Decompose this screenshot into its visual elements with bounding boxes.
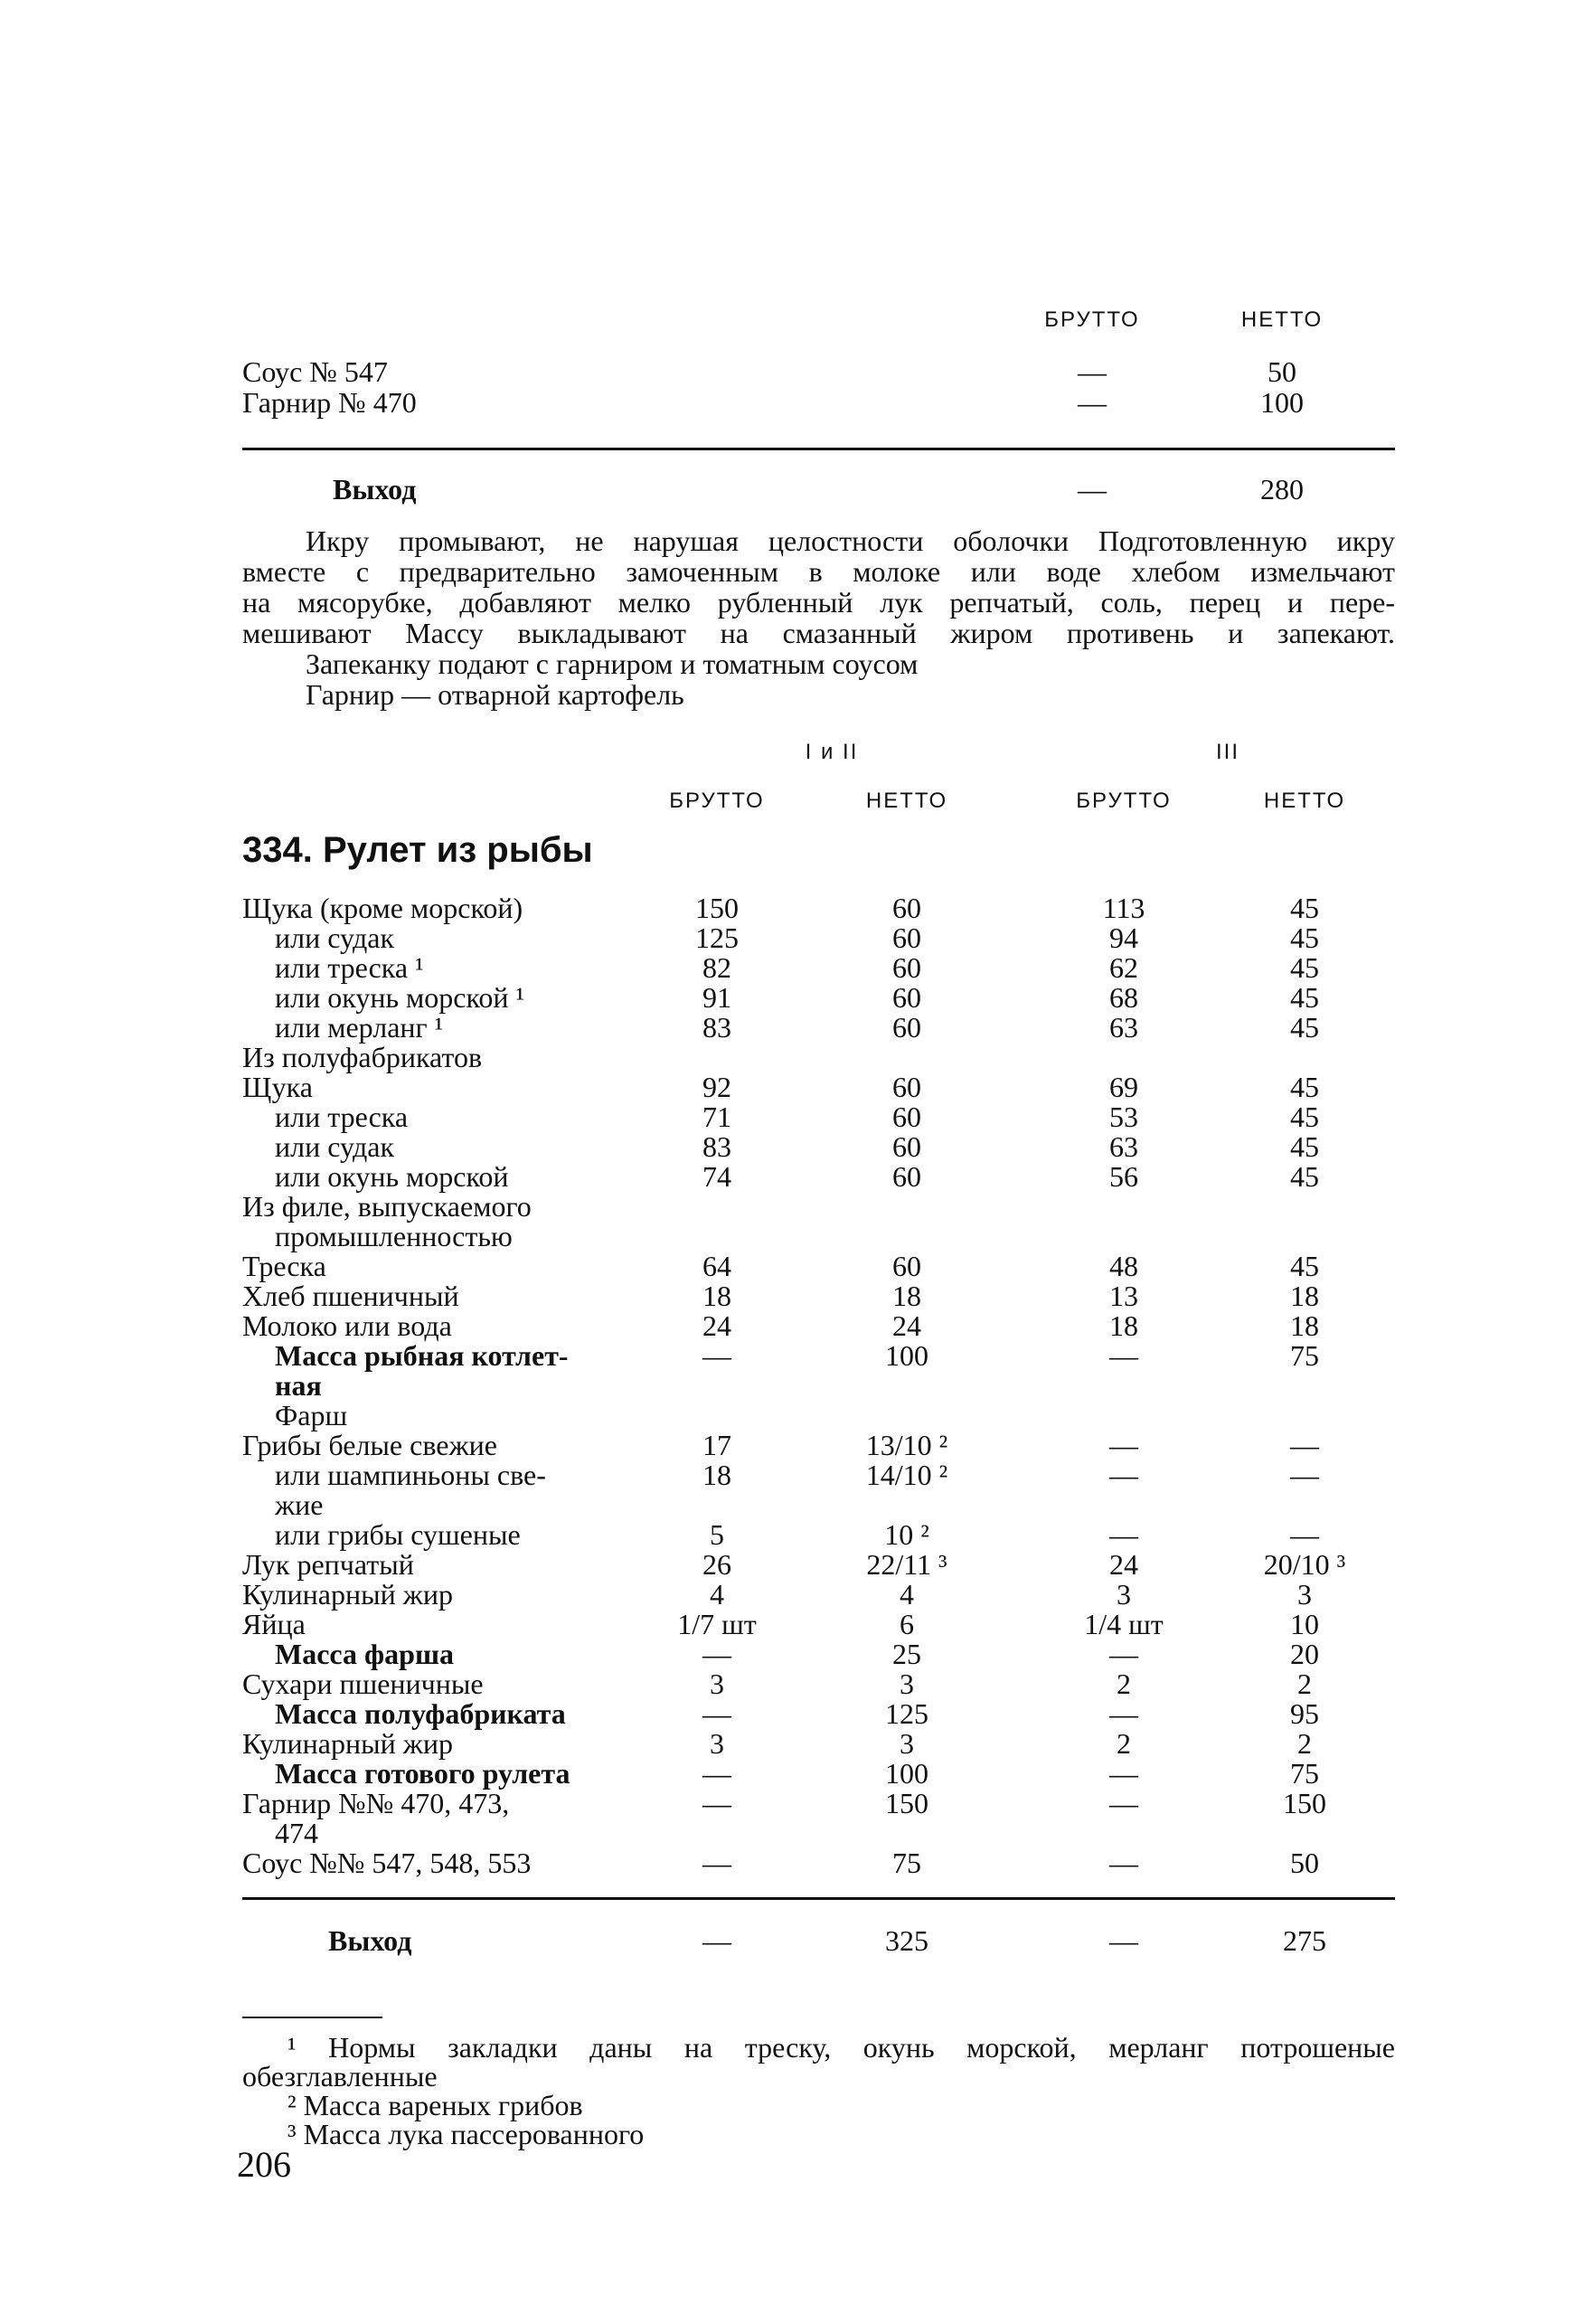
row-value: — (1109, 1847, 1138, 1879)
row-value: 18 (1290, 1309, 1319, 1342)
row-name (242, 1610, 604, 1639)
row-value: — (1109, 1518, 1138, 1551)
table-row (242, 1072, 1400, 1102)
row-value: 2 (1117, 1667, 1131, 1700)
row-name (242, 1580, 604, 1610)
row-value: — (1109, 1638, 1138, 1670)
table-row (242, 1699, 1400, 1729)
row-value: 45 (1290, 1101, 1319, 1133)
row-value: 45 (1290, 1250, 1319, 1282)
footnotes (242, 2033, 1395, 2149)
row-value: 45 (1290, 981, 1319, 1014)
output-value: — (702, 1924, 731, 1957)
table-row (242, 1132, 1400, 1162)
row-name-line: Яйца (242, 1608, 306, 1640)
recipe-output-row (242, 1926, 1400, 1957)
table-row (242, 1759, 1400, 1789)
row-value: 75 (1290, 1339, 1319, 1372)
table-row (242, 1341, 1400, 1401)
row-value: 63 (1109, 1011, 1138, 1044)
row-value: 69 (1109, 1071, 1138, 1103)
top-output-brutto: — (1078, 473, 1107, 505)
top-header-brutto: БРУТТО (1044, 307, 1140, 332)
row-value: 3 (710, 1727, 724, 1760)
row-value: 2 (1297, 1667, 1312, 1700)
row-name (242, 893, 604, 923)
row-value: 63 (1109, 1130, 1138, 1163)
table-row (242, 1848, 1400, 1878)
row-value: 125 (695, 921, 739, 954)
top-header-netto: НЕТТО (1240, 307, 1324, 332)
row-name-line: 474 (275, 1817, 318, 1849)
page-number: 206 (237, 2144, 291, 2185)
row-value: — (1109, 1757, 1138, 1790)
row-value: 45 (1290, 951, 1319, 984)
row-value: 4 (900, 1578, 914, 1611)
row-value: 62 (1109, 951, 1138, 984)
row-value: 4 (710, 1578, 724, 1611)
row-value: 24 (702, 1309, 731, 1342)
row-name (242, 1699, 604, 1729)
row-value: 83 (702, 1130, 731, 1163)
table-row (242, 1729, 1400, 1759)
text-line: вместе с предварительно замоченным в молоке или воде хлебом измельчают (242, 555, 1395, 588)
row-value: 83 (702, 1011, 731, 1044)
row-value: 6 (900, 1608, 914, 1640)
row-name (242, 1072, 604, 1102)
row-name-line: Масса полуфабриката (275, 1697, 566, 1730)
row-name-line: Грибы белые свежие (242, 1429, 497, 1461)
row-name-line: Масса фарша (275, 1638, 454, 1670)
table-row (242, 1431, 1400, 1460)
row-value: — (1109, 1459, 1138, 1491)
table-row (242, 923, 1400, 953)
row-name (242, 953, 604, 983)
top-divider (242, 448, 1395, 450)
row-value: 68 (1109, 981, 1138, 1014)
row-name (242, 1013, 604, 1043)
row-value: — (702, 1847, 731, 1879)
row-name-line: или треска ¹ (275, 951, 424, 984)
row-name (242, 1401, 604, 1431)
row-name (242, 1252, 604, 1281)
row-value: 53 (1109, 1101, 1138, 1133)
row-value: 2 (1117, 1727, 1131, 1760)
header-netto-1: НЕТТО (865, 789, 948, 813)
row-value: — (702, 1638, 731, 1670)
row-value: 60 (892, 1130, 921, 1163)
table-row (242, 1311, 1400, 1341)
table-row (242, 1162, 1400, 1192)
row-value: 60 (892, 1101, 921, 1133)
row-value: 71 (702, 1101, 731, 1133)
header-brutto-1: БРУТТО (669, 789, 765, 813)
table-row (242, 1013, 1400, 1043)
row-value: 3 (900, 1727, 914, 1760)
table-row (242, 1401, 1400, 1431)
table-row (242, 953, 1400, 983)
row-name-line: промышленностью (275, 1220, 513, 1252)
row-value: — (702, 1339, 731, 1372)
row-value: 82 (702, 951, 731, 984)
row-value: — (1109, 1429, 1138, 1461)
row-value: — (702, 1757, 731, 1790)
text-line: мешивают Массу выкладывают на смазанный жиром противень и запекают. (242, 617, 1395, 649)
row-name (242, 1431, 604, 1460)
row-name-line: Из филе, выпускаемого (242, 1190, 532, 1223)
row-name (242, 1848, 604, 1878)
row-value: 92 (702, 1071, 731, 1103)
row-name-line: Гарнир №№ 470, 473, (242, 1787, 510, 1819)
output-value: 275 (1283, 1924, 1326, 1957)
table-row (242, 983, 1400, 1013)
row-value: — (1290, 1518, 1319, 1551)
row-value: 24 (892, 1309, 921, 1342)
row-name-line: жие (275, 1488, 324, 1521)
row-value: — (1290, 1459, 1319, 1491)
row-value: 13 (1109, 1280, 1138, 1312)
footnote-3: ³ Масса лука пассерованного (287, 2118, 645, 2150)
row-value: 60 (892, 981, 921, 1014)
row-value: 45 (1290, 921, 1319, 954)
row-value: 75 (1290, 1757, 1319, 1790)
row-name-line: Лук репчатый (242, 1548, 414, 1581)
row-name-line: Молоко или вода (242, 1309, 452, 1342)
row-value: 150 (695, 892, 739, 924)
row-name-line: Щука (242, 1071, 313, 1103)
row-value: 20/10 ³ (1263, 1548, 1346, 1581)
row-value: 3 (900, 1667, 914, 1700)
recipe-title: 334. Рулет из рыбы (242, 830, 593, 870)
header-brutto-2: БРУТТО (1076, 789, 1172, 813)
row-value: 60 (892, 1250, 921, 1282)
footnote-1-cont: обезглавленные (242, 2060, 438, 2093)
row-value: 125 (885, 1697, 928, 1730)
row-value: 74 (702, 1160, 731, 1193)
row-name (242, 1460, 604, 1520)
output-value: — (1109, 1924, 1138, 1957)
row-value: 10 (1290, 1608, 1319, 1640)
row-name-line: ная (275, 1369, 322, 1402)
row-name (242, 1281, 604, 1311)
row-value: 150 (1283, 1787, 1326, 1819)
row-value: 1/7 шт (677, 1608, 757, 1640)
row-value: 60 (892, 1160, 921, 1193)
row-value: 24 (1109, 1548, 1138, 1581)
row-value: 60 (892, 921, 921, 954)
table-row (242, 1550, 1400, 1580)
row-value: 5 (710, 1518, 724, 1551)
row-value: 22/11 ³ (866, 1548, 947, 1581)
row-value: — (702, 1787, 731, 1819)
row-name (242, 1550, 604, 1580)
row-value: 2 (1297, 1727, 1312, 1760)
footnote-rule (242, 2017, 382, 2018)
row-value: 18 (1290, 1280, 1319, 1312)
row-value: 150 (885, 1787, 928, 1819)
top-row-name: Соус № 547 (242, 355, 388, 388)
row-value: 45 (1290, 1071, 1319, 1103)
row-name (242, 1192, 604, 1252)
row-value: 60 (892, 1011, 921, 1044)
row-value: 50 (1290, 1847, 1319, 1879)
text-line: Запеканку подают с гарниром и томатным соусом (306, 647, 919, 680)
table-row (242, 1669, 1400, 1699)
row-name (242, 1669, 604, 1699)
row-name (242, 983, 604, 1013)
row-name-line: Масса рыбная котлет- (275, 1339, 569, 1372)
row-value: 18 (1109, 1309, 1138, 1342)
row-name-line: Хлеб пшеничный (242, 1280, 459, 1312)
row-value: 3 (710, 1667, 724, 1700)
row-value: 25 (892, 1638, 921, 1670)
row-name-line: или судак (275, 921, 395, 954)
row-name (242, 923, 604, 953)
table-row (242, 1102, 1400, 1132)
row-value: 113 (1102, 892, 1145, 924)
row-value: 20 (1290, 1638, 1319, 1670)
row-name-line: Соус №№ 547, 548, 553 (242, 1847, 532, 1879)
row-name-line: Из полуфабрикатов (242, 1041, 483, 1073)
row-name (242, 1102, 604, 1132)
row-value: 1/4 шт (1084, 1608, 1164, 1640)
table-row (242, 1043, 1400, 1072)
row-value: 3 (1117, 1578, 1131, 1611)
table-row (242, 1639, 1400, 1669)
row-value: 48 (1109, 1250, 1138, 1282)
row-value: 100 (885, 1757, 928, 1790)
row-value: 3 (1297, 1578, 1312, 1611)
group-header-3: III (1215, 740, 1239, 764)
row-name-line: Треска (242, 1250, 326, 1282)
row-name-line: Сухари пшеничные (242, 1667, 484, 1700)
top-output-name: Выход (333, 473, 417, 505)
group-header-1-2: I и II (805, 740, 859, 764)
row-value: 13/10 ² (865, 1429, 948, 1461)
row-value: 45 (1290, 1130, 1319, 1163)
row-name-line: или окунь морской (275, 1160, 509, 1193)
preparation-text (242, 525, 1395, 710)
table-row (242, 1580, 1400, 1610)
top-row-netto: 50 (1268, 355, 1296, 388)
row-name (242, 1789, 604, 1848)
row-name-line: Фарш (275, 1399, 348, 1431)
table-row (242, 1281, 1400, 1311)
header-netto-2: НЕТТО (1263, 789, 1346, 813)
row-value: — (1290, 1429, 1319, 1461)
row-value: 94 (1109, 921, 1138, 954)
row-name (242, 1132, 604, 1162)
row-value: 100 (885, 1339, 928, 1372)
row-name-line: или окунь морской ¹ (275, 981, 525, 1014)
row-value: — (1109, 1339, 1138, 1372)
top-output-netto: 280 (1260, 473, 1304, 505)
row-value: 56 (1109, 1160, 1138, 1193)
row-value: — (702, 1697, 731, 1730)
row-value: 60 (892, 951, 921, 984)
row-name-line: или мерланг ¹ (275, 1011, 444, 1044)
text-line: Икру промывают, не нарушая целостности оболочки Подготовленную икру (306, 524, 1395, 557)
row-name (242, 1043, 604, 1072)
row-name-line: Кулинарный жир (242, 1578, 453, 1611)
output-value: 325 (885, 1924, 928, 1957)
row-name-line: или шампиньоны све- (275, 1459, 546, 1491)
row-value: 10 ² (884, 1518, 929, 1551)
row-name-line: или треска (275, 1101, 409, 1133)
row-name (242, 1729, 604, 1759)
table-row (242, 893, 1400, 923)
row-value: 45 (1290, 892, 1319, 924)
table-row (242, 1192, 1400, 1252)
row-name-line: или судак (275, 1130, 395, 1163)
row-value: 75 (892, 1847, 921, 1879)
row-name-line: или грибы сушеные (275, 1518, 521, 1551)
row-value: — (1109, 1697, 1138, 1730)
row-name (242, 1520, 604, 1550)
row-name-line: Масса готового рулета (275, 1757, 570, 1790)
row-value: 17 (702, 1429, 731, 1461)
row-value: 14/10 ² (865, 1459, 948, 1491)
row-value: 60 (892, 1071, 921, 1103)
row-value: 95 (1290, 1697, 1319, 1730)
row-name (242, 1341, 604, 1401)
table-row (242, 1460, 1400, 1520)
row-value: 18 (702, 1280, 731, 1312)
row-value: 64 (702, 1250, 731, 1282)
top-row-name: Гарнир № 470 (242, 386, 417, 419)
recipe-output-name: Выход (328, 1924, 412, 1957)
row-value: 60 (892, 892, 921, 924)
row-name (242, 1162, 604, 1192)
row-value: 18 (702, 1459, 731, 1491)
row-name (242, 1759, 604, 1789)
row-value: 18 (892, 1280, 921, 1312)
row-name-line: Щука (кроме морской) (242, 892, 523, 924)
top-row-brutto: — (1078, 386, 1107, 419)
row-value: — (1109, 1787, 1138, 1819)
table-row (242, 1252, 1400, 1281)
footnote-1: ¹ Нормы закладки даны на треску, окунь морской, мерланг потрошеные (287, 2031, 1395, 2064)
row-name-line: Кулинарный жир (242, 1727, 453, 1760)
row-name (242, 1311, 604, 1341)
row-value: 26 (702, 1548, 731, 1581)
table-row (242, 1610, 1400, 1639)
text-line: Гарнир — отварной картофель (306, 678, 684, 711)
text-line: на мясорубке, добавляют мелко рубленный лук репчатый, соль, перец и пере- (242, 586, 1395, 619)
top-row-brutto: — (1078, 355, 1107, 388)
row-value: 45 (1290, 1160, 1319, 1193)
top-row-netto: 100 (1260, 386, 1304, 419)
row-name (242, 1639, 604, 1669)
footnote-2: ² Масса вареных грибов (287, 2089, 583, 2121)
row-value: 91 (702, 981, 731, 1014)
row-value: 45 (1290, 1011, 1319, 1044)
table-row (242, 1789, 1400, 1848)
table-row (242, 1520, 1400, 1550)
table-bottom-rule (242, 1897, 1395, 1900)
